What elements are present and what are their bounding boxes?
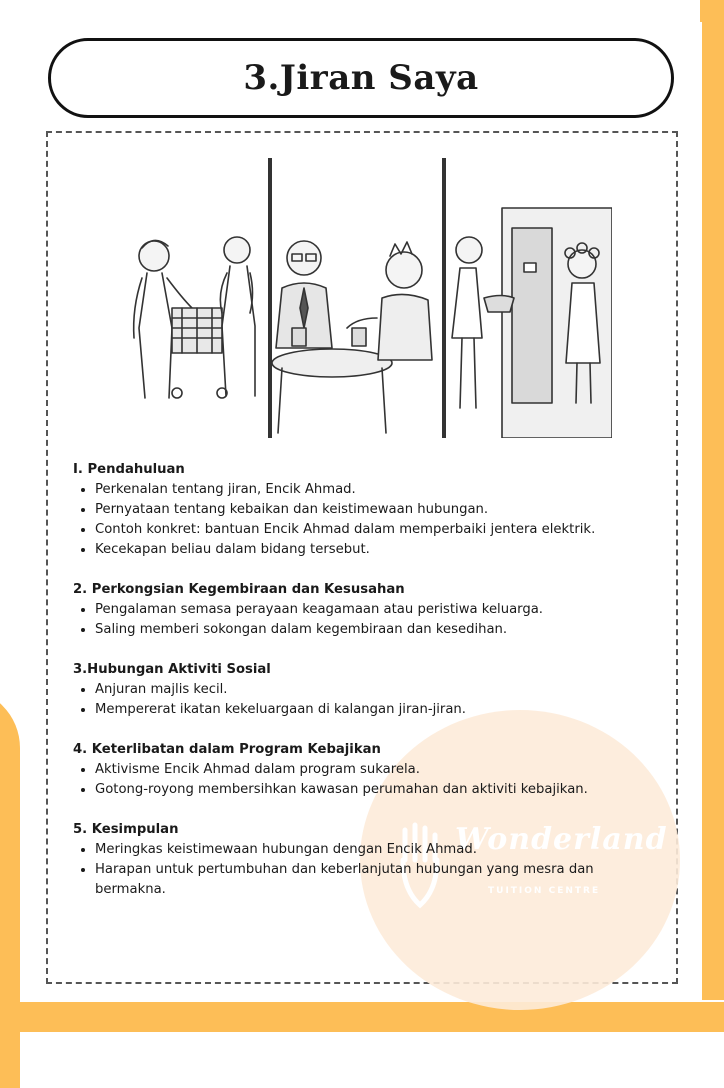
section-heading: 3.Hubungan Aktiviti Sosial xyxy=(73,662,271,677)
section-heading: I. Pendahuluan xyxy=(73,462,185,477)
essay-outline xyxy=(73,460,633,920)
list-item: • Harapan untuk pertumbuhan dan keberlanjutan hubungan yang mesra dan bermakna. xyxy=(95,860,633,900)
list-item: • Kecekapan beliau dalam bidang tersebut. xyxy=(95,540,633,560)
list-item: • Aktivisme Encik Ahmad dalam program sukarela. xyxy=(95,760,633,780)
title-banner xyxy=(48,38,674,118)
watermark-name: Wonderland xyxy=(455,822,668,857)
list-item: • Mempererat ikatan kekeluargaan di kalangan jiran-jiran. xyxy=(95,700,633,720)
decorative-right-band xyxy=(702,0,724,1000)
decorative-bottom-band xyxy=(0,1002,724,1032)
list-item: • Contoh konkret: bantuan Encik Ahmad dalam memperbaiki jentera elektrik. xyxy=(95,520,633,540)
neighbours-illustration xyxy=(112,158,612,438)
list-item: • Pernyataan tentang kebaikan dan keistimewaan hubungan. xyxy=(95,500,633,520)
list-item: • Anjuran majlis kecil. xyxy=(95,680,633,700)
section-heading: 2. Perkongsian Kegembiraan dan Kesusahan xyxy=(73,582,405,597)
list-item: • Pengalaman semasa perayaan keagamaan atau peristiwa keluarga. xyxy=(95,600,633,620)
list-item: • Meringkas keistimewaan hubungan dengan Encik Ahmad. xyxy=(95,840,633,860)
list-item: • Perkenalan tentang jiran, Encik Ahmad. xyxy=(95,480,633,500)
section-perkongsian xyxy=(73,580,633,640)
section-heading: 4. Keterlibatan dalam Program Kebajikan xyxy=(73,742,381,757)
list-item: • Gotong-royong membersihkan kawasan perumahan dan aktiviti kebajikan. xyxy=(95,780,633,800)
section-hubungan xyxy=(73,660,633,720)
list-item: • Saling memberi sokongan dalam kegembiraan dan kesedihan. xyxy=(95,620,633,640)
section-keterlibatan xyxy=(73,740,633,800)
watermark-subtitle: TUITION CENTRE xyxy=(488,886,601,896)
decorative-left-band xyxy=(0,688,20,1088)
page-title: 3.Jiran Saya xyxy=(243,58,479,98)
section-kesimpulan xyxy=(73,820,633,900)
section-heading: 5. Kesimpulan xyxy=(73,822,179,837)
section-pendahuluan xyxy=(73,460,633,560)
